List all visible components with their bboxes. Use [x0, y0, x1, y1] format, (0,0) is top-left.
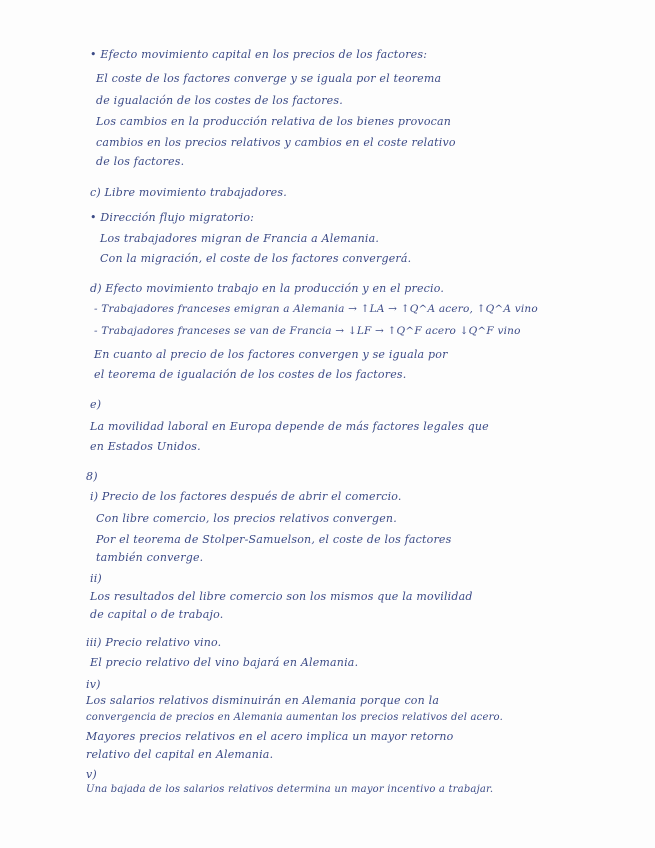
text-line: - Trabajadores franceses se van de Francia → ↓LF → ↑Q^F acero ↓Q^F vino: [94, 325, 521, 337]
text-line: • Dirección flujo migratorio:: [90, 211, 255, 224]
text-line: 8): [86, 470, 98, 483]
text-line: iii) Precio relativo vino.: [86, 636, 222, 649]
text-line: de igualación de los costes de los factores.: [96, 94, 343, 107]
text-line: Con libre comercio, los precios relativos convergen.: [96, 512, 397, 525]
text-line: - Trabajadores franceses emigran a Alemania → ↑LA → ↑Q^A acero, ↑Q^A vino: [94, 303, 538, 315]
text-line: también converge.: [96, 551, 204, 564]
text-line: ii): [90, 572, 102, 585]
text-line: e): [90, 398, 102, 411]
text-line: v): [86, 768, 97, 781]
text-line: La movilidad laboral en Europa depende de más factores legales que: [90, 420, 489, 433]
text-line: d) Efecto movimiento trabajo en la producción y en el precio.: [90, 282, 445, 295]
text-line: de capital o de trabajo.: [90, 608, 224, 621]
text-line: de los factores.: [96, 155, 185, 168]
text-line: Los salarios relativos disminuirán en Alemania porque con la: [86, 694, 440, 707]
text-line: Mayores precios relativos en el acero implica un mayor retorno: [86, 730, 454, 743]
text-line: iv): [86, 678, 101, 691]
text-line: Con la migración, el coste de los factores convergerá.: [100, 252, 412, 265]
text-line: cambios en los precios relativos y cambios en el coste relativo: [96, 136, 456, 149]
text-line: i) Precio de los factores después de abrir el comercio.: [90, 490, 402, 503]
text-line: En cuanto al precio de los factores convergen y se iguala por: [94, 348, 448, 361]
text-line: Los cambios en la producción relativa de los bienes provocan: [96, 115, 452, 128]
text-line: c) Libre movimiento trabajadores.: [90, 186, 287, 199]
text-line: Los resultados del libre comercio son los mismos que la movilidad: [90, 590, 473, 603]
text-line: el teorema de igualación de los costes de los factores.: [94, 368, 407, 381]
text-line: Por el teorema de Stolper-Samuelson, el coste de los factores: [96, 533, 452, 546]
text-line: El precio relativo del vino bajará en Alemania.: [90, 656, 359, 669]
text-line: convergencia de precios en Alemania aumentan los precios relativos del acero.: [86, 712, 503, 723]
text-line: relativo del capital en Alemania.: [86, 748, 274, 761]
text-line: Los trabajadores migran de Francia a Alemania.: [100, 232, 380, 245]
text-line: • Efecto movimiento capital en los precios de los factores:: [90, 48, 428, 61]
text-line: en Estados Unidos.: [90, 440, 201, 453]
text-line: Una bajada de los salarios relativos determina un mayor incentivo a trabajar.: [86, 784, 494, 795]
text-line: El coste de los factores converge y se iguala por el teorema: [96, 72, 442, 85]
